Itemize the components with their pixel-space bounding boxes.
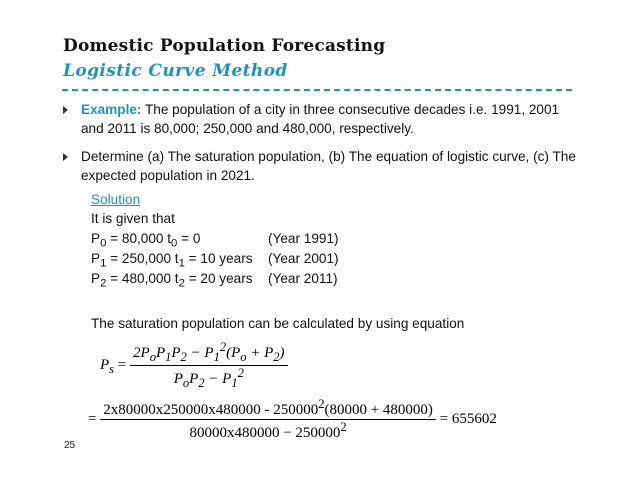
saturation-equation (88, 340, 497, 442)
time-subscript: 0 (171, 237, 178, 250)
bullet-text (81, 147, 581, 185)
time-value: = 0 (177, 231, 201, 246)
numeric-numerator-tail: (80000 + 480000) (324, 402, 433, 418)
solution-heading: Solution (91, 192, 141, 207)
pop-symbol: P (91, 271, 101, 286)
bullet-keyword: Example: (81, 102, 142, 117)
year-label: (Year 2011) (268, 271, 338, 286)
numeric-formula: = $\frac{2x80000x250000x480000 - 250000^2(80000 + 480000)}{80000x480000 - 250000^2}$ = 655602 (88, 397, 497, 441)
numeric-denominator: 80000x480000 − 250000 (189, 425, 341, 441)
slide-title: Domestic Population Forecasting (63, 36, 386, 56)
pop-subscript: 1 (100, 257, 107, 270)
formula-lhs: P (100, 356, 110, 373)
page-number: 25 (64, 440, 76, 451)
pop-subscript: 0 (100, 237, 107, 250)
pop-value: = 250,000 t (106, 251, 179, 266)
year-label: (Year 1991) (268, 231, 339, 246)
numeric-result: = 655602 (439, 410, 497, 427)
symbolic-fraction: $\frac{2P_oP_1P_2 - P_1^2(P_o + P_2)}{P_oP_2 - P_1^2}$ (130, 340, 288, 391)
bullet-arrow-icon (63, 153, 68, 161)
slide-subtitle: Logistic Curve Method (63, 61, 288, 81)
numeric-fraction: $\frac{2x80000x250000x480000 - 250000^2(80000 + 480000)}{80000x480000 - 250000^2}$ (100, 397, 436, 442)
pop-symbol: P (91, 251, 101, 266)
bullet-body: The population of a city in three consecutive decades i.e. 1991, 2001 and 2011 is 80,000; 250,000 and 480,000, respectively. (81, 102, 560, 136)
time-subscript: 1 (178, 257, 185, 270)
title-divider (62, 89, 572, 91)
pop-value: = 80,000 t (106, 231, 172, 246)
pop-value: = 480,000 t (106, 271, 179, 286)
year-label: (Year 2001) (268, 251, 339, 266)
formula-lhs-subscript: s (109, 361, 115, 376)
time-value: = 20 years (184, 271, 253, 286)
pop-symbol: P (91, 231, 101, 246)
given-row-2 (91, 270, 338, 293)
pop-subscript: 2 (100, 277, 107, 290)
bullet-text (81, 100, 581, 138)
bullet-arrow-icon (63, 106, 68, 114)
time-value: = 10 years (184, 251, 253, 266)
time-subscript: 2 (178, 277, 185, 290)
solution-given: It is given that (91, 211, 175, 226)
bullet-body: Determine (a) The saturation population, (b) The equation of logistic curve, (c) The expected population in 2021. (81, 149, 576, 183)
numeric-numerator: 2x80000x250000x480000 - 250000 (103, 402, 319, 418)
symbolic-formula: $P_s$ = $\frac{2P_oP_1P_2 - P_1^2(P_o + P_2)}{P_oP_2 - P_1^2}$ (100, 340, 497, 391)
solution-statement: The saturation population can be calculated by using equation (91, 316, 465, 331)
